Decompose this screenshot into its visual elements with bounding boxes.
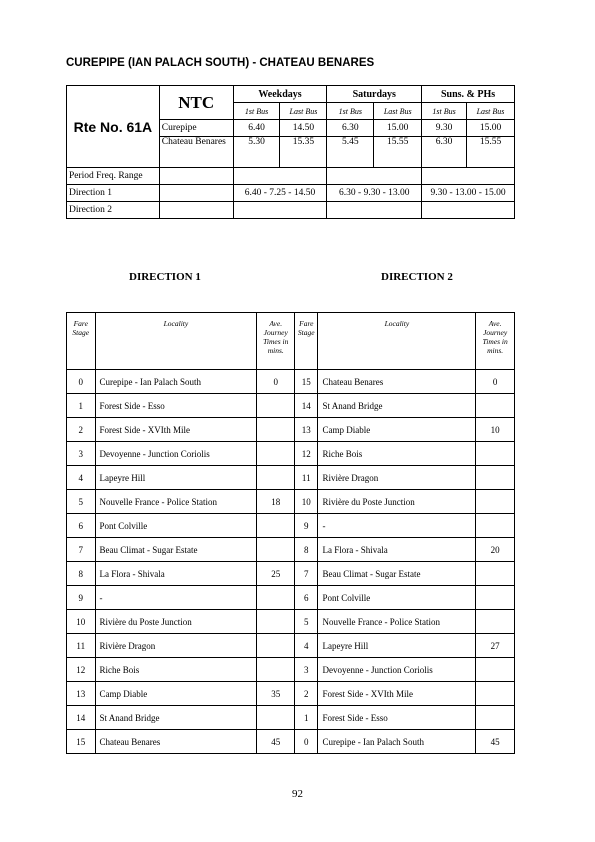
locality-cell: Lapeyre Hill bbox=[95, 466, 257, 490]
fare-stage-cell: 8 bbox=[67, 562, 96, 586]
journey-time-cell: 27 bbox=[476, 634, 515, 658]
locality-cell: Rivière du Poste Junction bbox=[95, 610, 257, 634]
fare-stage-cell: 13 bbox=[295, 418, 318, 442]
locality-cell: Curepipe - Ian Palach South bbox=[318, 730, 476, 754]
first-bus-header: 1st Bus bbox=[327, 103, 374, 120]
locality-cell: Forest Side - XVIth Mile bbox=[318, 682, 476, 706]
journey-time-cell bbox=[476, 706, 515, 730]
journey-time-cell bbox=[476, 466, 515, 490]
journey-time-cell bbox=[257, 634, 295, 658]
journey-time-cell: 25 bbox=[257, 562, 295, 586]
time-cell: 6.30 bbox=[327, 120, 374, 137]
first-bus-header: 1st Bus bbox=[422, 103, 467, 120]
period-label: Period Freq. Range bbox=[67, 168, 160, 185]
table-row bbox=[67, 466, 515, 490]
journey-time-cell bbox=[257, 610, 295, 634]
locality-cell: Camp Diable bbox=[318, 418, 476, 442]
fare-stage-cell: 7 bbox=[67, 538, 96, 562]
direction1-heading: DIRECTION 1 bbox=[129, 271, 201, 283]
fare-stage-cell: 2 bbox=[67, 418, 96, 442]
fare-stage-cell: 6 bbox=[295, 586, 318, 610]
locality-cell: La Flora - Shivala bbox=[318, 538, 476, 562]
locality-cell: St Anand Bridge bbox=[95, 706, 257, 730]
direction1-label: Direction 1 bbox=[67, 185, 160, 202]
locality-cell: Pont Colville bbox=[95, 514, 257, 538]
journey-time-header: Ave. Journey Times in mins. bbox=[257, 313, 295, 370]
locality-cell: Curepipe - Ian Palach South bbox=[95, 370, 257, 394]
locality-cell: Forest Side - Esso bbox=[318, 706, 476, 730]
freq-range: 6.30 - 9.30 - 13.00 bbox=[327, 185, 422, 202]
fare-stage-cell: 0 bbox=[67, 370, 96, 394]
journey-time-cell: 0 bbox=[257, 370, 295, 394]
last-bus-header: Last Bus bbox=[467, 103, 515, 120]
journey-time-cell: 0 bbox=[476, 370, 515, 394]
fare-stage-cell: 3 bbox=[67, 442, 96, 466]
fare-stage-header: Fare Stage bbox=[295, 313, 318, 370]
table-row bbox=[67, 562, 515, 586]
locality-cell: Rivière Dragon bbox=[318, 466, 476, 490]
fare-stage-cell: 15 bbox=[295, 370, 318, 394]
locality-cell: Camp Diable bbox=[95, 682, 257, 706]
group-sundays: Suns. & PHs bbox=[422, 86, 515, 103]
table-row bbox=[67, 706, 515, 730]
table-row bbox=[67, 514, 515, 538]
fare-stage-cell: 6 bbox=[67, 514, 96, 538]
locality-cell: Devoyenne - Junction Coriolis bbox=[95, 442, 257, 466]
journey-time-cell: 10 bbox=[476, 418, 515, 442]
time-cell: 15.35 bbox=[280, 137, 327, 168]
locality-header: Locality bbox=[95, 313, 257, 370]
freq-range: 9.30 - 13.00 - 15.00 bbox=[422, 185, 515, 202]
locality-cell: Chateau Benares bbox=[318, 370, 476, 394]
table-row bbox=[67, 370, 515, 394]
locality-cell: Riche Bois bbox=[318, 442, 476, 466]
last-bus-header: Last Bus bbox=[280, 103, 327, 120]
journey-time-cell bbox=[257, 442, 295, 466]
fare-stage-cell: 2 bbox=[295, 682, 318, 706]
table-row bbox=[67, 490, 515, 514]
fare-stage-cell: 0 bbox=[295, 730, 318, 754]
journey-time-cell bbox=[476, 586, 515, 610]
fare-stage-cell: 10 bbox=[295, 490, 318, 514]
table-row bbox=[67, 538, 515, 562]
journey-time-cell bbox=[476, 514, 515, 538]
locality-cell: Pont Colville bbox=[318, 586, 476, 610]
journey-time-cell bbox=[476, 562, 515, 586]
direction2-label: Direction 2 bbox=[67, 202, 160, 219]
group-weekdays: Weekdays bbox=[233, 86, 327, 103]
journey-time-cell: 20 bbox=[476, 538, 515, 562]
locality-cell: Beau Climat - Sugar Estate bbox=[95, 538, 257, 562]
table-row bbox=[67, 682, 515, 706]
locality-cell: Devoyenne - Junction Coriolis bbox=[318, 658, 476, 682]
locality-cell: Rivière Dragon bbox=[95, 634, 257, 658]
locality-cell: - bbox=[318, 514, 476, 538]
table-row bbox=[67, 610, 515, 634]
journey-time-cell bbox=[257, 586, 295, 610]
fare-stage-cell: 10 bbox=[67, 610, 96, 634]
time-cell: 6.30 bbox=[422, 137, 467, 168]
time-cell: 5.45 bbox=[327, 137, 374, 168]
fare-stage-cell: 14 bbox=[67, 706, 96, 730]
fare-stage-cell: 5 bbox=[295, 610, 318, 634]
time-cell: 15.55 bbox=[374, 137, 422, 168]
journey-time-cell bbox=[476, 610, 515, 634]
locality-cell: St Anand Bridge bbox=[318, 394, 476, 418]
fare-stage-cell: 15 bbox=[67, 730, 96, 754]
journey-time-cell bbox=[257, 706, 295, 730]
fare-stage-cell: 8 bbox=[295, 538, 318, 562]
journey-time-cell bbox=[257, 394, 295, 418]
locality-cell: Nouvelle France - Police Station bbox=[318, 610, 476, 634]
fare-stage-cell: 13 bbox=[67, 682, 96, 706]
table-row bbox=[67, 634, 515, 658]
locality-cell: La Flora - Shivala bbox=[95, 562, 257, 586]
timetable bbox=[66, 85, 515, 219]
journey-time-header: Ave. Journey Times in mins. bbox=[476, 313, 515, 370]
journey-time-cell: 45 bbox=[257, 730, 295, 754]
locality-cell: Nouvelle France - Police Station bbox=[95, 490, 257, 514]
journey-time-cell: 45 bbox=[476, 730, 515, 754]
journey-time-cell bbox=[257, 514, 295, 538]
table-row bbox=[67, 418, 515, 442]
journey-time-cell: 18 bbox=[257, 490, 295, 514]
locality-cell: Beau Climat - Sugar Estate bbox=[318, 562, 476, 586]
journey-time-cell bbox=[476, 658, 515, 682]
fare-stage-cell: 7 bbox=[295, 562, 318, 586]
stop-name: Chateau Benares bbox=[159, 137, 233, 168]
journey-time-cell bbox=[476, 442, 515, 466]
journey-time-cell bbox=[476, 394, 515, 418]
time-cell: 15.00 bbox=[467, 120, 515, 137]
time-cell: 9.30 bbox=[422, 120, 467, 137]
operator: NTC bbox=[159, 86, 233, 120]
locality-cell: - bbox=[95, 586, 257, 610]
locality-cell: Riche Bois bbox=[95, 658, 257, 682]
journey-time-cell bbox=[257, 418, 295, 442]
journey-time-cell bbox=[257, 658, 295, 682]
journey-time-cell bbox=[257, 466, 295, 490]
time-cell: 15.55 bbox=[467, 137, 515, 168]
fare-stage-cell: 12 bbox=[67, 658, 96, 682]
locality-cell: Forest Side - XVIth Mile bbox=[95, 418, 257, 442]
table-row bbox=[67, 394, 515, 418]
route-number: Rte No. 61A bbox=[67, 86, 160, 168]
table-row bbox=[67, 658, 515, 682]
table-row bbox=[67, 442, 515, 466]
journey-time-cell: 35 bbox=[257, 682, 295, 706]
fare-stage-cell: 1 bbox=[67, 394, 96, 418]
fare-stage-cell: 11 bbox=[67, 634, 96, 658]
fare-table bbox=[66, 312, 515, 754]
direction2-heading: DIRECTION 2 bbox=[381, 271, 453, 283]
time-cell: 15.00 bbox=[374, 120, 422, 137]
fare-stage-header: Fare Stage bbox=[67, 313, 96, 370]
journey-time-cell bbox=[257, 538, 295, 562]
fare-stage-cell: 9 bbox=[295, 514, 318, 538]
freq-range: 6.40 - 7.25 - 14.50 bbox=[233, 185, 327, 202]
journey-time-cell bbox=[476, 682, 515, 706]
fare-stage-cell: 5 bbox=[67, 490, 96, 514]
fare-stage-cell: 1 bbox=[295, 706, 318, 730]
fare-stage-cell: 3 bbox=[295, 658, 318, 682]
locality-cell: Forest Side - Esso bbox=[95, 394, 257, 418]
locality-cell: Chateau Benares bbox=[95, 730, 257, 754]
locality-cell: Lapeyre Hill bbox=[318, 634, 476, 658]
time-cell: 14.50 bbox=[280, 120, 327, 137]
time-cell: 5.30 bbox=[233, 137, 280, 168]
fare-stage-cell: 12 bbox=[295, 442, 318, 466]
page-title: CUREPIPE (IAN PALACH SOUTH) - CHATEAU BENARES bbox=[66, 57, 375, 69]
journey-time-cell bbox=[476, 490, 515, 514]
table-row bbox=[67, 586, 515, 610]
fare-stage-cell: 11 bbox=[295, 466, 318, 490]
stop-name: Curepipe bbox=[159, 120, 233, 137]
last-bus-header: Last Bus bbox=[374, 103, 422, 120]
first-bus-header: 1st Bus bbox=[233, 103, 280, 120]
fare-stage-cell: 14 bbox=[295, 394, 318, 418]
table-row bbox=[67, 730, 515, 754]
locality-header: Locality bbox=[318, 313, 476, 370]
locality-cell: Rivière du Poste Junction bbox=[318, 490, 476, 514]
fare-stage-cell: 4 bbox=[295, 634, 318, 658]
fare-stage-cell: 9 bbox=[67, 586, 96, 610]
time-cell: 6.40 bbox=[233, 120, 280, 137]
fare-stage-cell: 4 bbox=[67, 466, 96, 490]
page-number: 92 bbox=[292, 788, 303, 800]
group-saturdays: Saturdays bbox=[327, 86, 422, 103]
